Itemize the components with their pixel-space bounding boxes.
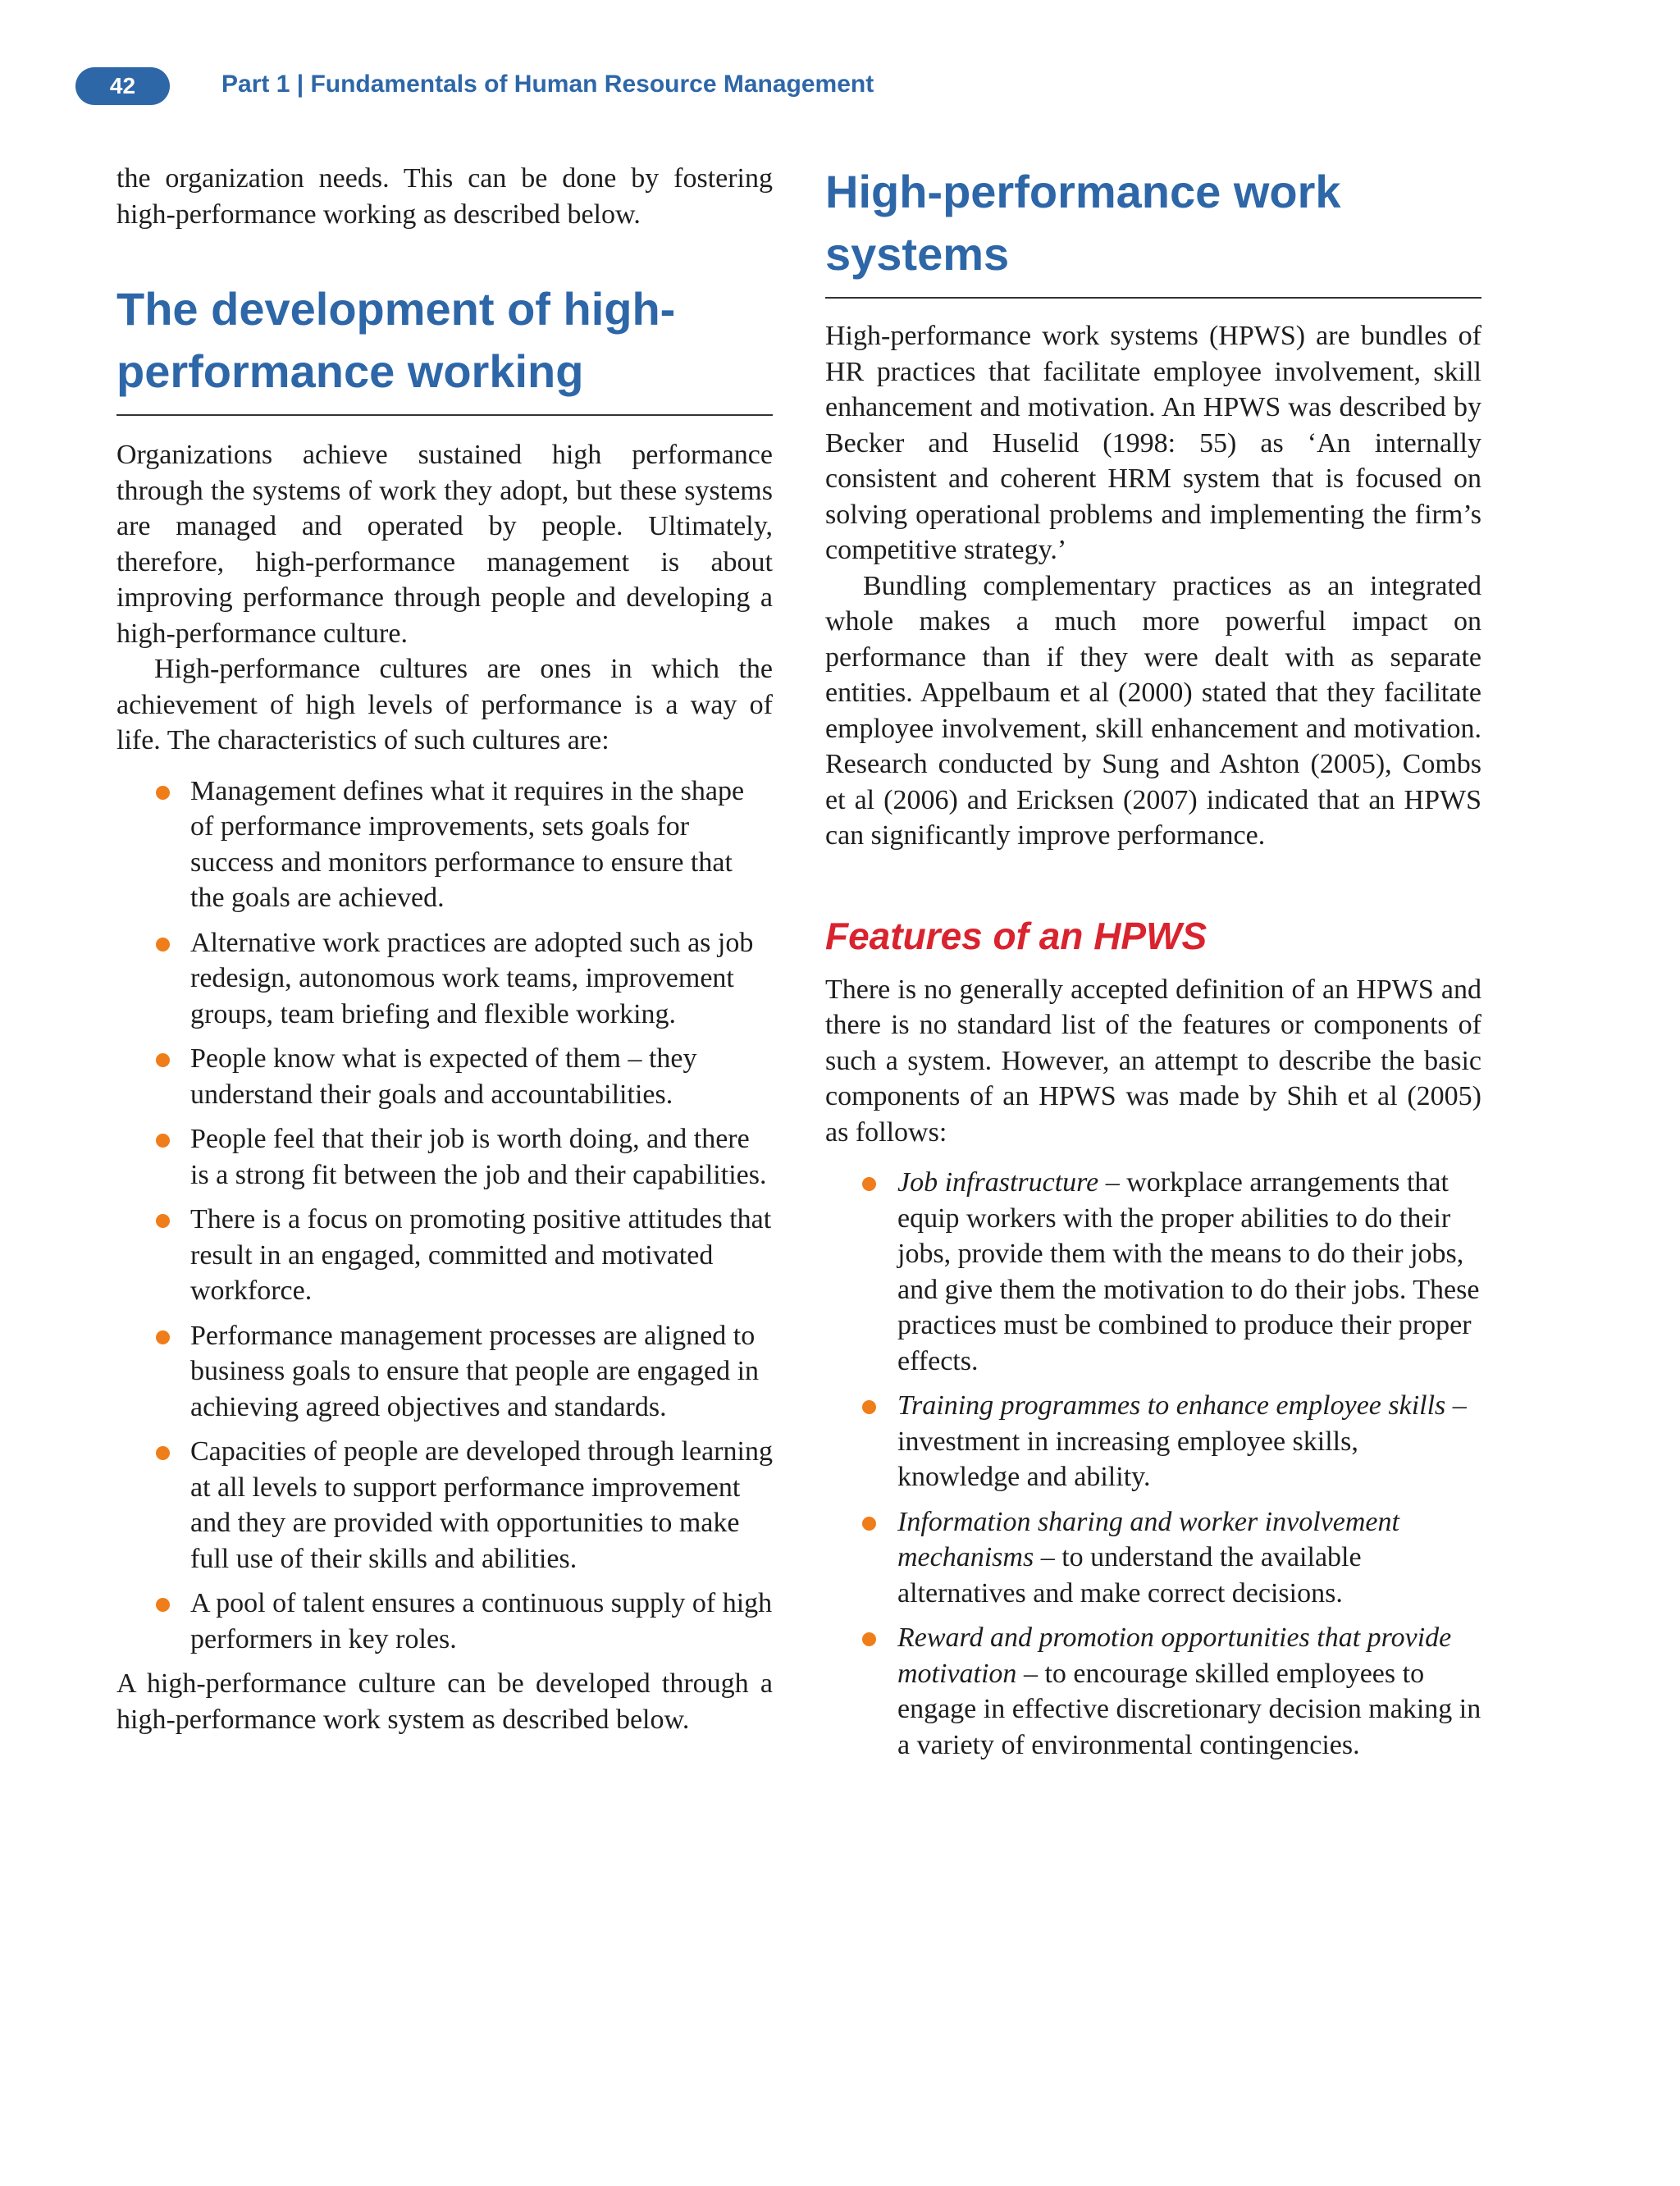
running-head: Part 1 | Fundamentals of Human Resource Management [221, 71, 874, 98]
bullet-icon [156, 786, 170, 800]
list-item-text: Performance management processes are aligned to business goals to ensure that people are engaged in achieving agreed objectives and standards. [190, 1320, 760, 1422]
list-item-text: A pool of talent ensures a continuous supply of high performers in key roles. [190, 1588, 773, 1654]
feature-description: – to understand the available alternatives and make correct decisions. [897, 1542, 1362, 1609]
list-item-text: Capacities of people are developed through learning at all levels to support performance improvement and they are provided with opportunities to make full use of their skills and abilities. [190, 1436, 773, 1574]
section-heading-hpws: High-performance work systems [825, 161, 1481, 299]
page-number-badge: 42 [75, 67, 170, 105]
list-item [825, 1388, 1481, 1495]
left-column [116, 161, 773, 1737]
bullet-icon [156, 1598, 170, 1612]
list-item-text: There is a focus on promoting positive attitudes that result in an engaged, committed and motivated workforce. [190, 1204, 772, 1306]
feature-description: – investment in increasing employee skills, knowledge and ability. [897, 1390, 1467, 1492]
list-item-text: People know what is expected of them – they understand their goals and accountabilities. [190, 1043, 697, 1110]
bullet-icon [156, 1214, 170, 1228]
list-item [825, 1504, 1481, 1612]
list-item-text: Management defines what it requires in the shape of performance improvements, sets goals for success and monitors performance to ensure that the goals are achieved. [190, 775, 745, 913]
body-paragraph: There is no generally accepted definition of an HPWS and there is no standard list of the features or components of such a system. However, an attempt to describe the basic components of an HPWS was made by Shih et al (2005) as follows: [825, 974, 1481, 1148]
list-item [825, 1165, 1481, 1379]
feature-description: – workplace arrangements that equip workers with the proper abilities to do their jobs, provide them with the means to do their jobs, and give them the motivation to do their jobs. These practices must be combined to produce their proper effects. [897, 1167, 1480, 1376]
feature-term: Reward and promotion opportunities that provide motivation [897, 1622, 1452, 1689]
bullet-icon [862, 1400, 876, 1414]
bullet-icon [156, 938, 170, 952]
bullet-icon [156, 1446, 170, 1460]
bullet-icon [862, 1517, 876, 1531]
subheading-features: Features of an HPWS [825, 914, 1208, 957]
bullet-icon [156, 1134, 170, 1148]
intro-paragraph: the organization needs. This can be done by fostering high-performance working as described below. [116, 163, 773, 230]
body-paragraph: Organizations achieve sustained high performance through the systems of work they adopt, but these systems are managed and operated by people. Ultimately, therefore, high-performance management is about improving performance through people and developing a high-performance culture. [116, 440, 773, 649]
features-list [825, 1165, 1481, 1763]
list-item [116, 1041, 773, 1112]
bullet-icon [156, 1053, 170, 1067]
list-item [116, 774, 773, 916]
bullet-icon [862, 1632, 876, 1646]
list-item [116, 1434, 773, 1577]
closing-paragraph: A high-performance culture can be developed through a high-performance work system as described below. [116, 1668, 773, 1735]
section-heading-development: The development of high-performance working [116, 278, 773, 416]
feature-term: Job infrastructure [897, 1167, 1099, 1198]
list-item [116, 925, 773, 1033]
list-item [116, 1202, 773, 1309]
feature-description: – to encourage skilled employees to engage in effective discretionary decision making in a variety of environmental contingencies. [897, 1658, 1481, 1760]
characteristics-list [116, 774, 773, 1658]
list-item-text: Alternative work practices are adopted such as job redesign, autonomous work teams, improvement groups, team briefing and flexible working. [190, 927, 754, 1029]
page-header [0, 0, 1680, 123]
bullet-icon [862, 1177, 876, 1191]
body-paragraph: High-performance cultures are ones in which the achievement of high levels of performance is a way of life. The characteristics of such cultures are: [116, 654, 773, 755]
body-paragraph: Bundling complementary practices as an integrated whole makes a much more powerful impact on performance than if they were dealt with as separate entities. Appelbaum et al (2000) stated that they facilitate employee involvement, skill enhancement and motivation. Research conducted by Sung and Ashton (2005), Combs et al (2006) and Ericksen (2007) indicated that an HPWS can significantly improve performance. [825, 570, 1481, 851]
list-item [116, 1121, 773, 1193]
bullet-icon [156, 1330, 170, 1344]
feature-term: Information sharing and worker involvement mechanisms [897, 1506, 1399, 1572]
body-paragraph: High-performance work systems (HPWS) are bundles of HR practices that facilitate employee involvement, skill enhancement and motivation. An HPWS was described by Becker and Huselid (1998: 55) as ‘An internally consistent and coherent HRM system that is focused on solving operational problems and implementing the firm’s competitive strategy.’ [825, 321, 1481, 565]
list-item [116, 1318, 773, 1426]
list-item [116, 1586, 773, 1657]
right-column [825, 161, 1481, 1772]
list-item-text: People feel that their job is worth doing, and there is a strong fit between the job and their capabilities. [190, 1124, 767, 1190]
feature-term: Training programmes to enhance employee skills [897, 1390, 1446, 1421]
list-item [825, 1620, 1481, 1763]
